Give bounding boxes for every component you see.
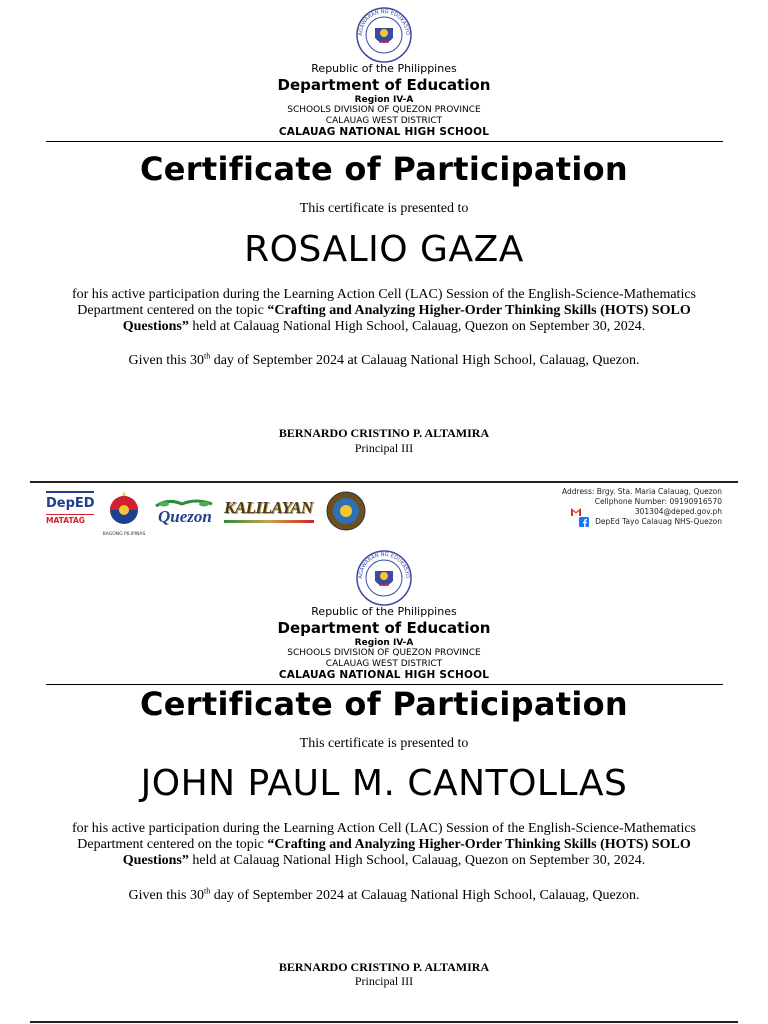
quezon-logo-text: Quezon bbox=[158, 507, 212, 526]
given-post: day of September 2024 at Calauag National High School, Calauag, Quezon. bbox=[210, 353, 640, 368]
republic-text: Republic of the Philippines bbox=[311, 605, 457, 618]
contact-info bbox=[562, 487, 722, 527]
given-text bbox=[0, 353, 768, 369]
seal-text: AGAWARAN NG EDUKASYO bbox=[357, 8, 411, 36]
region-text: Region IV-A bbox=[354, 638, 414, 648]
given-sup: th bbox=[203, 886, 211, 896]
topic-text: “Crafting and Analyzing Higher-Order Thinking Skills (HOTS) SOLO Questions” bbox=[122, 303, 691, 334]
given-text bbox=[0, 888, 768, 904]
republic-text: Republic of the Philippines bbox=[311, 62, 457, 75]
bagong-pilipinas-logo bbox=[102, 489, 146, 535]
matatag-logo-text: MATATAG bbox=[46, 516, 85, 525]
deped-quezon-logo bbox=[152, 496, 216, 530]
deped-matatag-logo bbox=[46, 491, 94, 533]
kalilayan-logo bbox=[224, 498, 320, 528]
bagong-pilipinas-text: BAGONG PILIPINAS bbox=[102, 532, 146, 537]
signer-name: BERNARDO CRISTINO P. ALTAMIRA bbox=[278, 960, 490, 974]
topic-text: “Crafting and Analyzing Higher-Order Thinking Skills (HOTS) SOLO Questions” bbox=[122, 837, 691, 868]
certificate-2 bbox=[0, 543, 768, 1024]
seal-text: AGAWARAN NG EDUKASYO bbox=[357, 551, 411, 579]
presented-text: This certificate is presented to bbox=[299, 736, 469, 751]
facebook-text[interactable]: DepEd Tayo Calauag NHS-Quezon bbox=[595, 517, 722, 526]
email-text[interactable]: 301304@deped.gov.ph bbox=[634, 507, 722, 516]
email-row bbox=[562, 507, 722, 517]
body-intro: for his active participation during the Learning Action Cell (LAC) Session of the English-Science-Mathematics Department centered on the topic bbox=[71, 287, 696, 318]
phone-text: Cellphone Number: 09190916570 bbox=[594, 497, 722, 506]
division-text: SCHOOLS DIVISION OF QUEZON PROVINCE bbox=[287, 105, 481, 115]
participation-text bbox=[52, 287, 716, 335]
department-title: Department of Education bbox=[277, 619, 491, 637]
kalilayan-logo-text: KALILAYAN bbox=[224, 498, 313, 517]
participation-text bbox=[52, 821, 716, 869]
deped-logo-text: DepED bbox=[46, 496, 95, 511]
school-name: CALAUAG NATIONAL HIGH SCHOOL bbox=[278, 126, 490, 138]
given-sup: th bbox=[203, 351, 211, 361]
region-text: Region IV-A bbox=[354, 95, 414, 105]
school-name: CALAUAG NATIONAL HIGH SCHOOL bbox=[278, 669, 490, 681]
presented-text: This certificate is presented to bbox=[299, 201, 469, 216]
signer-role: Principal III bbox=[354, 441, 414, 455]
footer-divider bbox=[30, 1021, 738, 1023]
body-rest: held at Calauag National High School, Calauag, Quezon on September 30, 2024. bbox=[188, 853, 646, 868]
district-text: CALAUAG WEST DISTRICT bbox=[325, 659, 443, 669]
deped-seal-icon bbox=[355, 6, 413, 64]
given-post: day of September 2024 at Calauag National High School, Calauag, Quezon. bbox=[210, 888, 640, 903]
certificate-title: Certificate of Participation bbox=[140, 150, 628, 188]
footer-divider bbox=[30, 481, 738, 483]
body-intro: for his active participation during the Learning Action Cell (LAC) Session of the English-Science-Mathematics Department centered on the topic bbox=[71, 821, 696, 852]
deped-seal-icon bbox=[355, 549, 413, 607]
header-divider bbox=[46, 141, 723, 142]
facebook-icon bbox=[579, 517, 589, 527]
recipient-name: ROSALIO GAZA bbox=[244, 229, 524, 270]
department-title: Department of Education bbox=[277, 76, 491, 94]
recipient-name: JOHN PAUL M. CANTOLLAS bbox=[140, 763, 628, 804]
gmail-icon bbox=[571, 508, 581, 516]
given-pre: Given this 30 bbox=[128, 353, 204, 368]
certificate-title: Certificate of Participation bbox=[140, 685, 628, 723]
body-rest: held at Calauag National High School, Calauag, Quezon on September 30, 2024. bbox=[188, 319, 646, 334]
signer-name: BERNARDO CRISTINO P. ALTAMIRA bbox=[278, 426, 490, 440]
facebook-row bbox=[562, 517, 722, 527]
bagong-pilipinas-icon bbox=[102, 489, 146, 527]
signer-role: Principal III bbox=[354, 974, 414, 988]
division-text: SCHOOLS DIVISION OF QUEZON PROVINCE bbox=[287, 648, 481, 658]
district-text: CALAUAG WEST DISTRICT bbox=[325, 116, 443, 126]
school-seal-icon bbox=[326, 491, 366, 531]
address-text: Address: Brgy. Sta. Maria Calauag, Quezon bbox=[562, 487, 722, 496]
given-pre: Given this 30 bbox=[128, 888, 204, 903]
